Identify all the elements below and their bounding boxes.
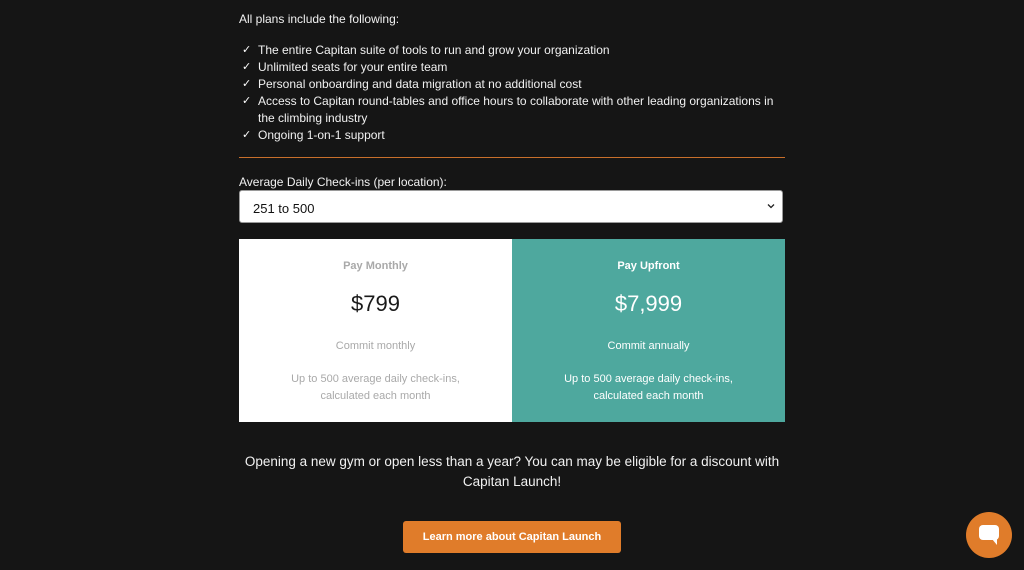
feature-list: [239, 42, 785, 144]
feature-text: Ongoing 1-on-1 support: [258, 128, 385, 142]
chat-icon: [977, 523, 1001, 547]
check-icon: ✓: [242, 129, 252, 141]
checkins-select[interactable]: [239, 190, 783, 223]
check-icon: ✓: [242, 78, 252, 90]
feature-item: [239, 93, 785, 127]
plan-price: $7,999: [614, 291, 683, 316]
plan-commitment: Commit annually: [607, 340, 690, 352]
feature-text: Access to Capitan round-tables and office hours to collaborate with other leading organizations in the climbing industry: [258, 94, 774, 125]
plan-limit: Up to 500 average daily check-ins, calculated each month: [564, 373, 733, 402]
feature-text: Personal onboarding and data migration at no additional cost: [258, 77, 582, 91]
chat-widget-button[interactable]: [966, 512, 1012, 558]
checkins-label: Average Daily Check-ins (per location):: [239, 175, 447, 189]
plan-card-monthly[interactable]: [239, 239, 512, 422]
check-icon: ✓: [242, 61, 252, 73]
plan-commitment: Commit monthly: [335, 340, 416, 352]
chevron-down-icon: [766, 200, 776, 212]
plan-limit: Up to 500 average daily check-ins, calculated each month: [291, 373, 460, 402]
feature-text: The entire Capitan suite of tools to run and grow your organization: [258, 43, 610, 57]
plan-name: Pay Monthly: [343, 260, 408, 272]
feature-item: [239, 76, 785, 93]
learn-more-launch-button[interactable]: Learn more about Capitan Launch: [403, 521, 621, 553]
checkins-selected-value: 251 to 500: [253, 201, 315, 216]
launch-discount-text: Opening a new gym or open less than a year? You can may be eligible for a discount with Capitan Launch!: [244, 454, 780, 489]
plan-price: $799: [351, 291, 400, 316]
feature-item: [239, 59, 785, 76]
plan-card-upfront[interactable]: [512, 239, 785, 422]
feature-item: [239, 42, 785, 59]
check-icon: ✓: [242, 95, 252, 107]
check-icon: ✓: [242, 44, 252, 56]
feature-text: Unlimited seats for your entire team: [258, 60, 448, 74]
section-divider: [239, 157, 785, 158]
feature-item: [239, 127, 785, 144]
plans-intro: All plans include the following:: [239, 12, 400, 26]
plan-cards: [239, 239, 785, 422]
plan-name: Pay Upfront: [617, 260, 680, 272]
